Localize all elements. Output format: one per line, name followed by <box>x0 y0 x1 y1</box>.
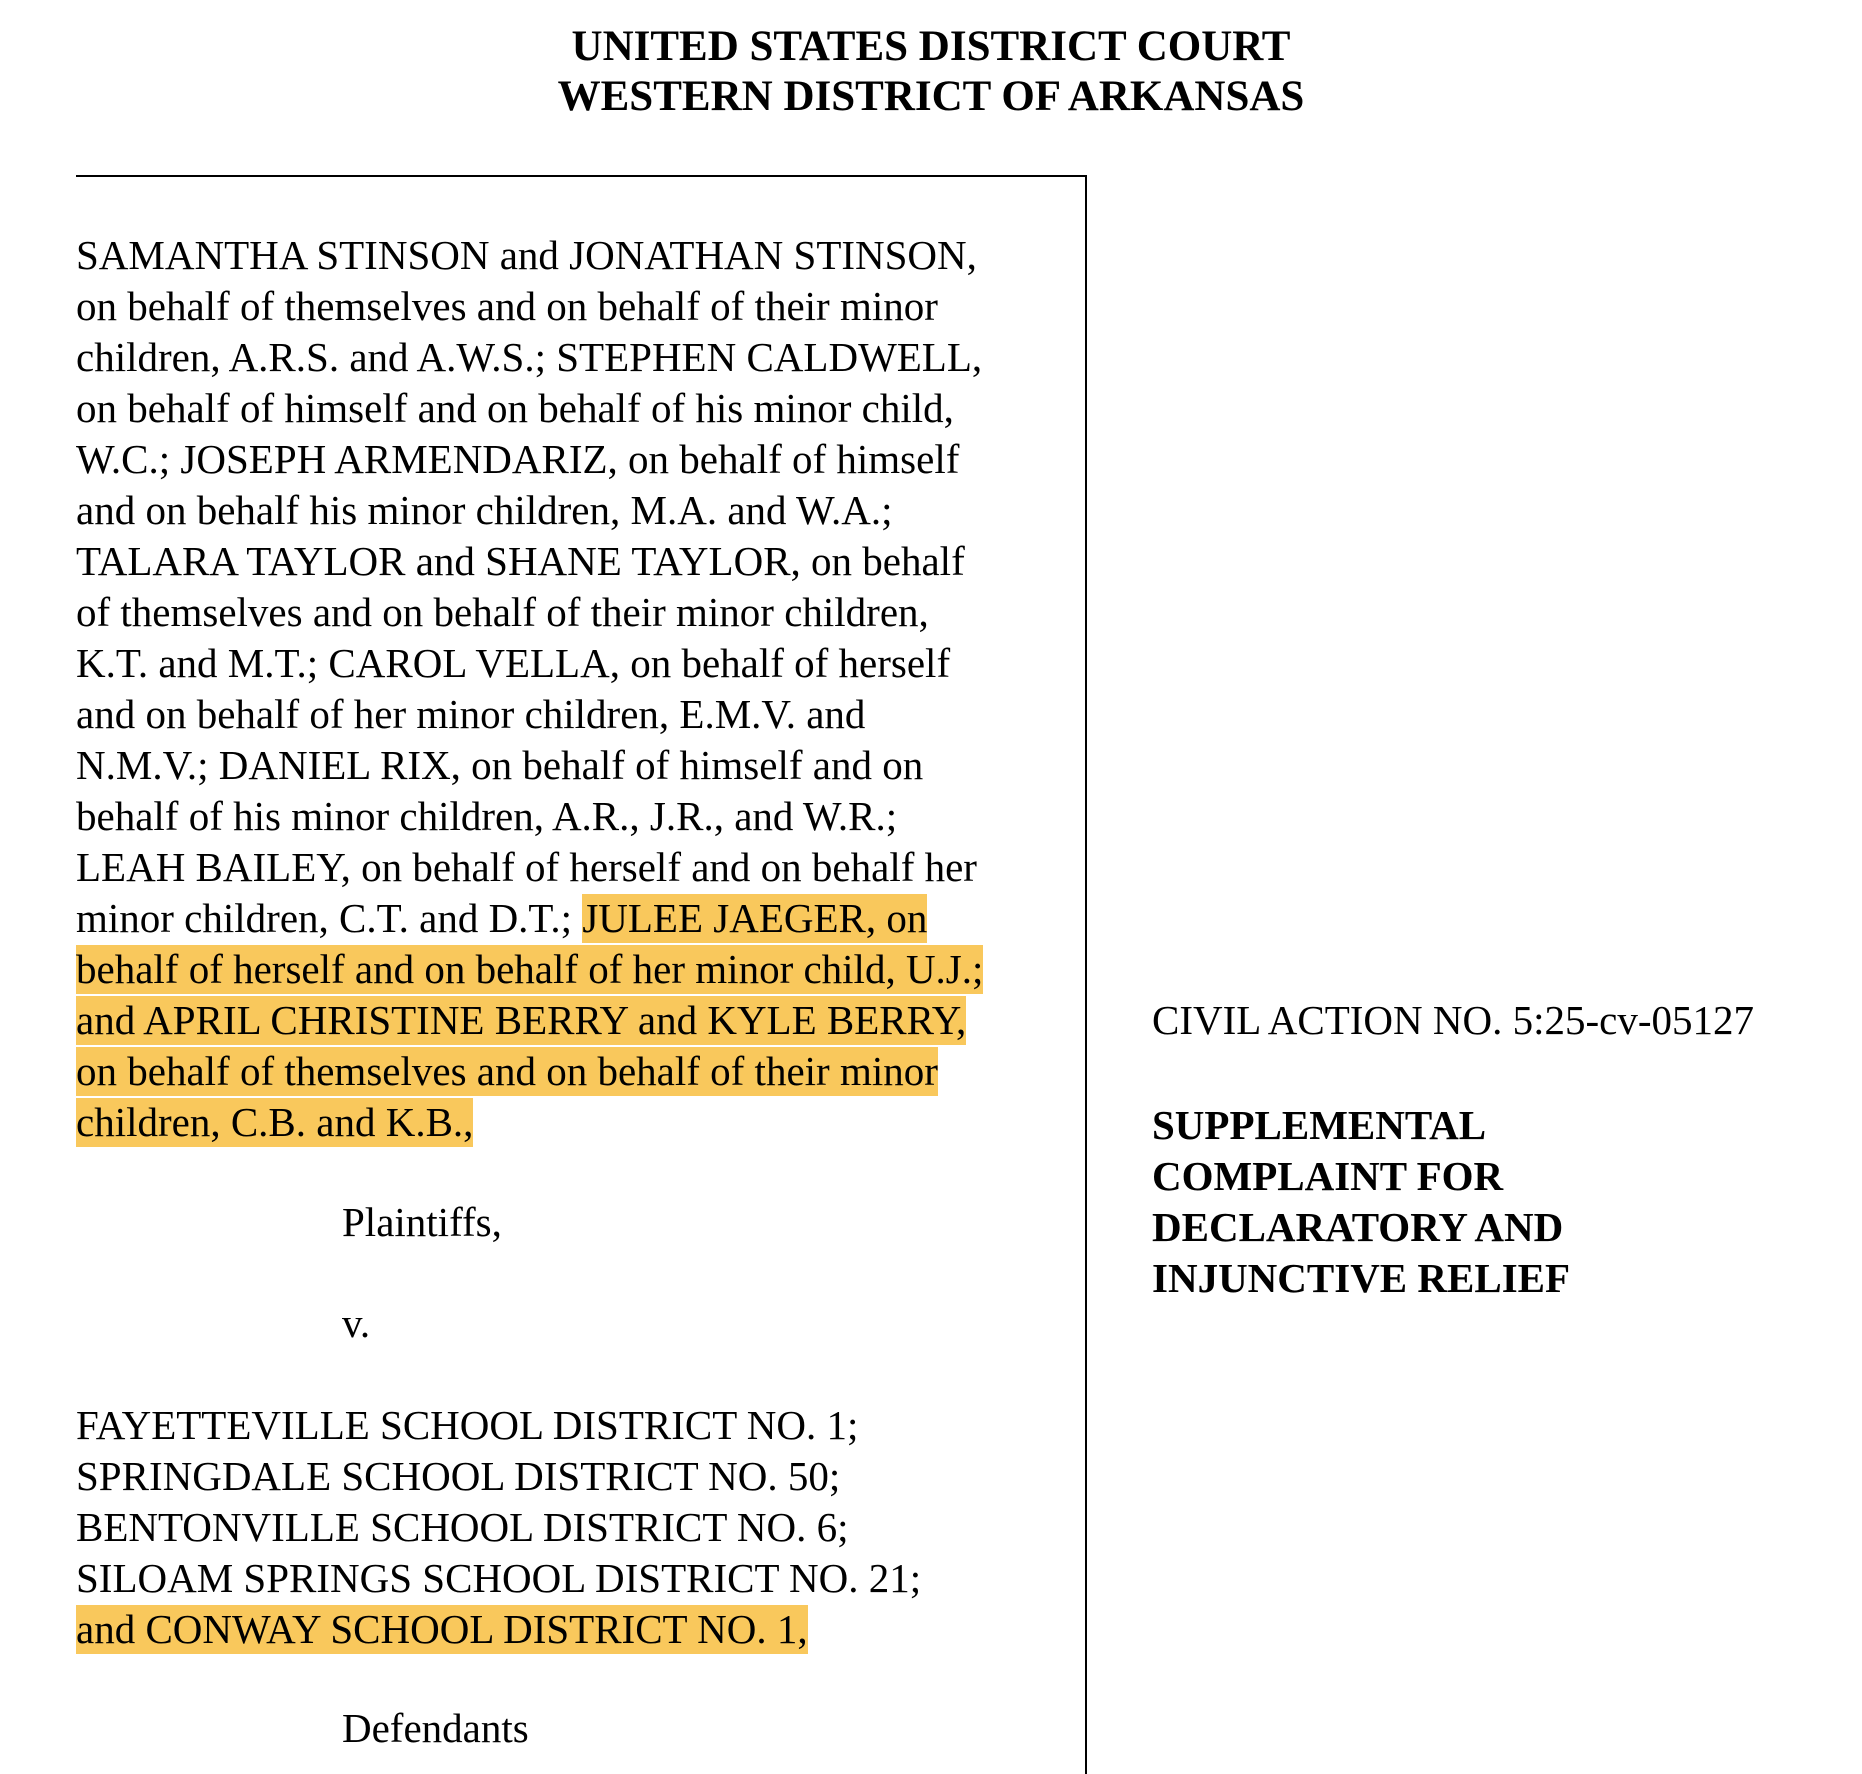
plaintiff-line: on behalf of himself and on behalf of his minor child, <box>76 385 954 431</box>
court-name: UNITED STATES DISTRICT COURT <box>571 23 1291 70</box>
plaintiff-line: of themselves and on behalf of their minor children, <box>76 589 929 635</box>
plaintiff-line: K.T. and M.T.; CAROL VELLA, on behalf of herself <box>76 640 951 686</box>
highlighted-plaintiff-line <box>76 995 966 1046</box>
court-header <box>0 22 1862 122</box>
plaintiff-line: and on behalf his minor children, M.A. and W.A.; <box>76 487 893 533</box>
plaintiff-line: N.M.V.; DANIEL RIX, on behalf of himself and on <box>76 742 924 788</box>
highlighted-plaintiff-line <box>76 1046 938 1097</box>
caption-divider <box>1085 175 1087 1774</box>
defendant-line: FAYETTEVILLE SCHOOL DISTRICT NO. 1; <box>76 1402 859 1448</box>
plaintiff-line: children, A.R.S. and A.W.S.; STEPHEN CALDWELL, <box>76 334 983 380</box>
defendant-line: SILOAM SPRINGS SCHOOL DISTRICT NO. 21; <box>76 1555 922 1601</box>
highlighted-text: children, C.B. and K.B., <box>76 1099 474 1145</box>
highlighted-defendant-line <box>76 1604 808 1655</box>
plaintiff-line: behalf of his minor children, A.R., J.R., and W.R.; <box>76 793 898 839</box>
highlighted-text: on behalf of themselves and on behalf of their minor <box>76 1048 938 1094</box>
plaintiffs-label: Plaintiffs, <box>342 1199 502 1245</box>
plaintiff-line-mixed <box>76 893 927 944</box>
defendant-line: SPRINGDALE SCHOOL DISTRICT NO. 50; <box>76 1453 841 1499</box>
civil-action-number: CIVIL ACTION NO. 5:25-cv-05127 <box>1152 997 1755 1043</box>
plaintiff-line: and on behalf of her minor children, E.M.V. and <box>76 691 866 737</box>
highlighted-plaintiff-line <box>76 944 983 995</box>
highlighted-text: and CONWAY SCHOOL DISTRICT NO. 1, <box>76 1606 808 1652</box>
highlighted-text: JULEE JAEGER, on <box>582 895 928 941</box>
district-name: WESTERN DISTRICT OF ARKANSAS <box>557 73 1305 120</box>
title-line: COMPLAINT FOR <box>1152 1153 1504 1199</box>
versus-label: v. <box>342 1300 371 1346</box>
highlighted-text: behalf of herself and on behalf of her minor child, U.J.; <box>76 946 984 992</box>
plaintiff-line: LEAH BAILEY, on behalf of herself and on behalf her <box>76 844 977 890</box>
highlighted-plaintiff-line <box>76 1097 473 1148</box>
plaintiff-line: W.C.; JOSEPH ARMENDARIZ, on behalf of himself <box>76 436 960 482</box>
caption-top-rule <box>76 175 1086 177</box>
document-title <box>1152 1100 1570 1304</box>
highlighted-text: and APRIL CHRISTINE BERRY and KYLE BERRY, <box>76 997 967 1043</box>
title-line: SUPPLEMENTAL <box>1152 1102 1487 1148</box>
plaintiff-line: on behalf of themselves and on behalf of their minor <box>76 283 938 329</box>
defendants-label: Defendants <box>342 1705 529 1751</box>
title-line: INJUNCTIVE RELIEF <box>1152 1255 1571 1301</box>
plaintiff-text: minor children, C.T. and D.T.; <box>76 895 583 941</box>
plaintiff-line: TALARA TAYLOR and SHANE TAYLOR, on behalf <box>76 538 965 584</box>
plaintiff-line: SAMANTHA STINSON and JONATHAN STINSON, <box>76 232 977 278</box>
defendant-line: BENTONVILLE SCHOOL DISTRICT NO. 6; <box>76 1504 849 1550</box>
title-line: DECLARATORY AND <box>1152 1204 1564 1250</box>
